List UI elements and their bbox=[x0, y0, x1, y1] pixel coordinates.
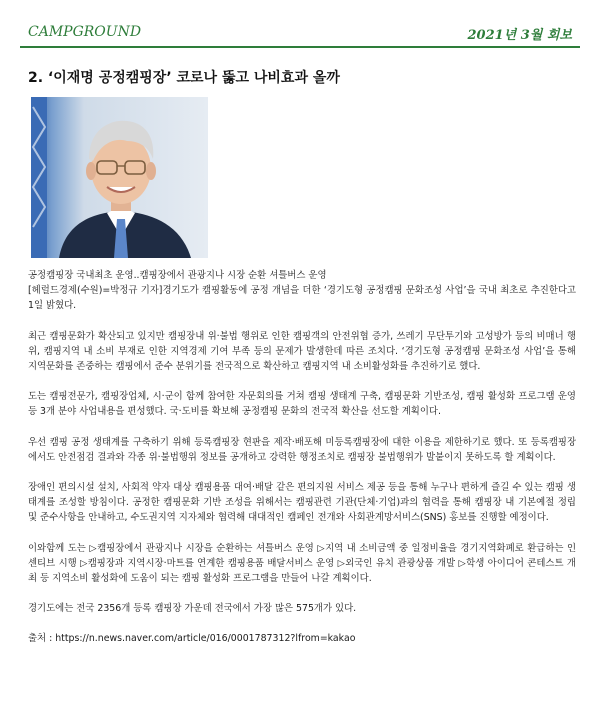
portrait-photo-illustration bbox=[31, 97, 208, 258]
article-paragraph-3: 도는 캠핑전문가, 캠핑장업체, 시·군이 함께 참여한 자문회의를 거쳐 캠핑 생태계 구축, 캠핑문화 기반조성, 캠핑 활성화 프로그램 운영 등 3개 분야 사업내용을 편성했다. 국·도비를 확보해 공정캠핑 문화의 전국적 확산을 선도할 계획이다. bbox=[28, 391, 576, 418]
portrait-photo bbox=[31, 97, 208, 258]
article-paragraph-5: 장애인 편의시설 설치, 사회적 약자 대상 캠핑용품 대여·배달 같은 편의지원 서비스 제공 등을 통해 누구나 편하게 즐길 수 있는 캠핑 생태계를 조성할 방침이다. 공정한 캠핑문화 기반 조성을 위해서는 캠핑관련 기관(단체·기업)과의 협력을 통해 캠핑장 내 기본예절 정립 및 준수사항을 안내하고, 수도권지역 지자체와 협력해 대대적인 캠페인 전개와 사회관계망서비스(SNS) 홍보를 진행할 예정이다. bbox=[28, 482, 576, 524]
newsletter-name: CAMPGROUND bbox=[28, 24, 142, 40]
article-paragraph-2: 최근 캠핑문화가 확산되고 있지만 캠핑장내 위·불법 행위로 인한 캠핑객의 안전위협 증가, 쓰레기 무단투기와 고성방가 등의 비매너 행위, 캠핑지역 내 소비 부재로 인한 지역경제 기여 부족 등의 문제가 발생한데 따른 조치다. ‘경기도형 공정캠핑 문화조성 사업’을 통해 지역문화를 존중하는 캠핑에서 준수 분위기를 전국적으로 확산하고 캠핑지역 내 소비활성화를 추진하기로 했다. bbox=[28, 330, 576, 373]
article-paragraph-6: 이와함께 도는 ▷캠핑장에서 관광지나 시장을 순환하는 셔틀버스 운영 ▷지역 내 소비금액 중 일정비율을 경기지역화폐로 환급하는 인센티브 시행 ▷캠핑장과 지역시장·마트를 연계한 캠핑용품 배달서비스 운영 ▷외국인 유치 관광상품 개발 ▷학생 아이디어 콘테스트 개최 등 지역소비 활성화에 도움이 되는 캠핑 활성화 프로그램을 만들어 나갈 계획이다. bbox=[28, 542, 576, 585]
issue-date: 2021년 3월 회보 bbox=[467, 28, 572, 43]
article-paragraph-4: 우선 캠핑 공정 생태계를 구축하기 위해 등록캠핑장 현판을 제작·배포해 미등록캠핑장에 대한 이용을 제한하기로 했다. 또 등록캠핑장에서도 안전점검 결과와 각종 위·불법행위 정보를 공개하고 강력한 행정조치로 캠핑장 불법행위가 발붙이지 못하도록 할 계획이다. bbox=[28, 436, 576, 463]
article-body bbox=[28, 268, 576, 647]
newsletter-header bbox=[20, 22, 580, 48]
source-link[interactable]: 출처 : https://n.news.naver.com/article/016/0001787312?lfrom=kakao bbox=[28, 633, 356, 645]
article-subtitle: 공정캠핑장 국내최초 운영..캠핑장에서 관광지나 시장 순환 셔틀버스 운영 bbox=[28, 270, 327, 281]
article-paragraph-7: 경기도에는 전국 2356개 등록 캠핑장 가운데 전국에서 가장 많은 575개가 있다. bbox=[28, 603, 357, 615]
article-title: 2. ‘이재명 공정캠핑장’ 코로나 뚫고 나비효과 올까 bbox=[28, 70, 340, 86]
article-paragraph-1: [헤럴드경제(수원)=박정규 기자]경기도가 캠핑활동에 공정 개념을 더한 ‘경기도형 공정캠핑 문화조성 사업’을 국내 최초로 추진한다고 1일 밝혔다. bbox=[28, 285, 576, 312]
